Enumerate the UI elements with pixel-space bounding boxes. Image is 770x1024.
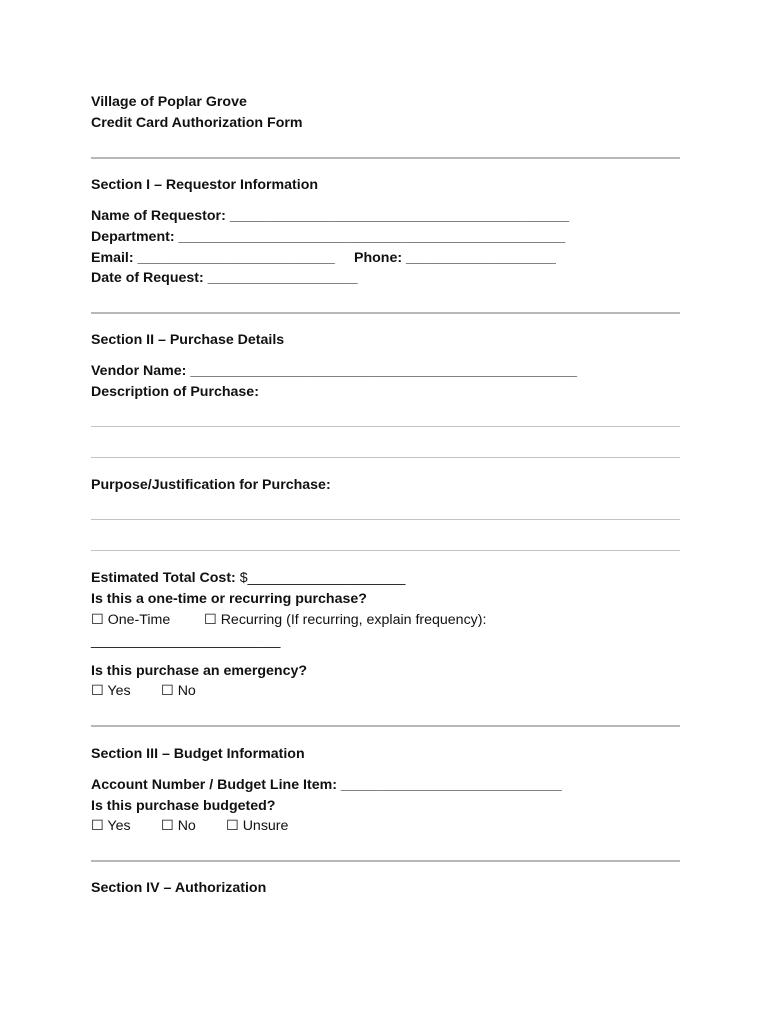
divider bbox=[91, 312, 680, 314]
description-label: Description of Purchase: bbox=[91, 384, 259, 400]
checkbox-icon[interactable]: ☐ bbox=[226, 818, 239, 834]
recurring-options bbox=[91, 611, 487, 629]
section-4-title: Section IV – Authorization bbox=[91, 880, 267, 896]
date-of-request-field[interactable]: Date of Request: ___________________ bbox=[91, 270, 358, 286]
option-no[interactable] bbox=[161, 817, 196, 835]
divider bbox=[91, 725, 680, 727]
estimated-cost-label: Estimated Total Cost: bbox=[91, 570, 236, 586]
estimated-cost-row bbox=[91, 569, 405, 587]
checkbox-icon[interactable]: ☐ bbox=[91, 818, 104, 834]
description-line-1[interactable] bbox=[91, 426, 680, 427]
option-yes[interactable] bbox=[91, 817, 131, 835]
option-recurring[interactable] bbox=[204, 611, 486, 629]
email-field[interactable]: Email: _________________________ bbox=[91, 250, 335, 266]
description-line-2[interactable] bbox=[91, 457, 680, 458]
estimated-cost-field[interactable]: $____________________ bbox=[239, 570, 406, 586]
checkbox-icon[interactable]: ☐ bbox=[204, 612, 217, 628]
option-one-time[interactable] bbox=[91, 611, 170, 629]
option-label: Yes bbox=[107, 818, 131, 834]
vendor-name-field[interactable]: Vendor Name: _________________________________________________ bbox=[91, 363, 577, 379]
section-3-title: Section III – Budget Information bbox=[91, 746, 305, 762]
option-label: Recurring (If recurring, explain frequency): bbox=[220, 612, 487, 628]
department-field[interactable]: Department: _________________________________________________ bbox=[91, 229, 566, 245]
checkbox-icon[interactable]: ☐ bbox=[161, 683, 174, 699]
divider bbox=[91, 860, 680, 862]
option-label: One-Time bbox=[107, 612, 171, 628]
option-label: No bbox=[177, 683, 196, 699]
account-number-field[interactable]: Account Number / Budget Line Item: ____________________________ bbox=[91, 777, 562, 793]
checkbox-icon[interactable]: ☐ bbox=[91, 612, 104, 628]
org-name: Village of Poplar Grove bbox=[91, 94, 247, 110]
budgeted-question: Is this purchase budgeted? bbox=[91, 798, 276, 814]
form-title: Credit Card Authorization Form bbox=[91, 115, 303, 131]
option-label: Yes bbox=[107, 683, 131, 699]
option-label: No bbox=[177, 818, 196, 834]
phone-field[interactable]: Phone: ___________________ bbox=[354, 250, 556, 266]
section-2-title: Section II – Purchase Details bbox=[91, 332, 285, 348]
option-label: Unsure bbox=[242, 818, 289, 834]
requestor-name-field[interactable]: Name of Requestor: ___________________________________________ bbox=[91, 208, 570, 224]
emergency-question: Is this purchase an emergency? bbox=[91, 663, 308, 679]
checkbox-icon[interactable]: ☐ bbox=[91, 683, 104, 699]
budgeted-options bbox=[91, 817, 289, 835]
option-unsure[interactable] bbox=[226, 817, 288, 835]
frequency-field[interactable]: ________________________ bbox=[91, 633, 281, 649]
checkbox-icon[interactable]: ☐ bbox=[161, 818, 174, 834]
purpose-line-2[interactable] bbox=[91, 550, 680, 551]
recurring-question: Is this a one-time or recurring purchase? bbox=[91, 591, 367, 607]
divider bbox=[91, 157, 680, 159]
section-1-title: Section I – Requestor Information bbox=[91, 177, 319, 193]
purpose-label: Purpose/Justification for Purchase: bbox=[91, 477, 331, 493]
option-no[interactable] bbox=[161, 682, 196, 700]
emergency-options bbox=[91, 682, 196, 700]
purpose-line-1[interactable] bbox=[91, 519, 680, 520]
option-yes[interactable] bbox=[91, 682, 131, 700]
